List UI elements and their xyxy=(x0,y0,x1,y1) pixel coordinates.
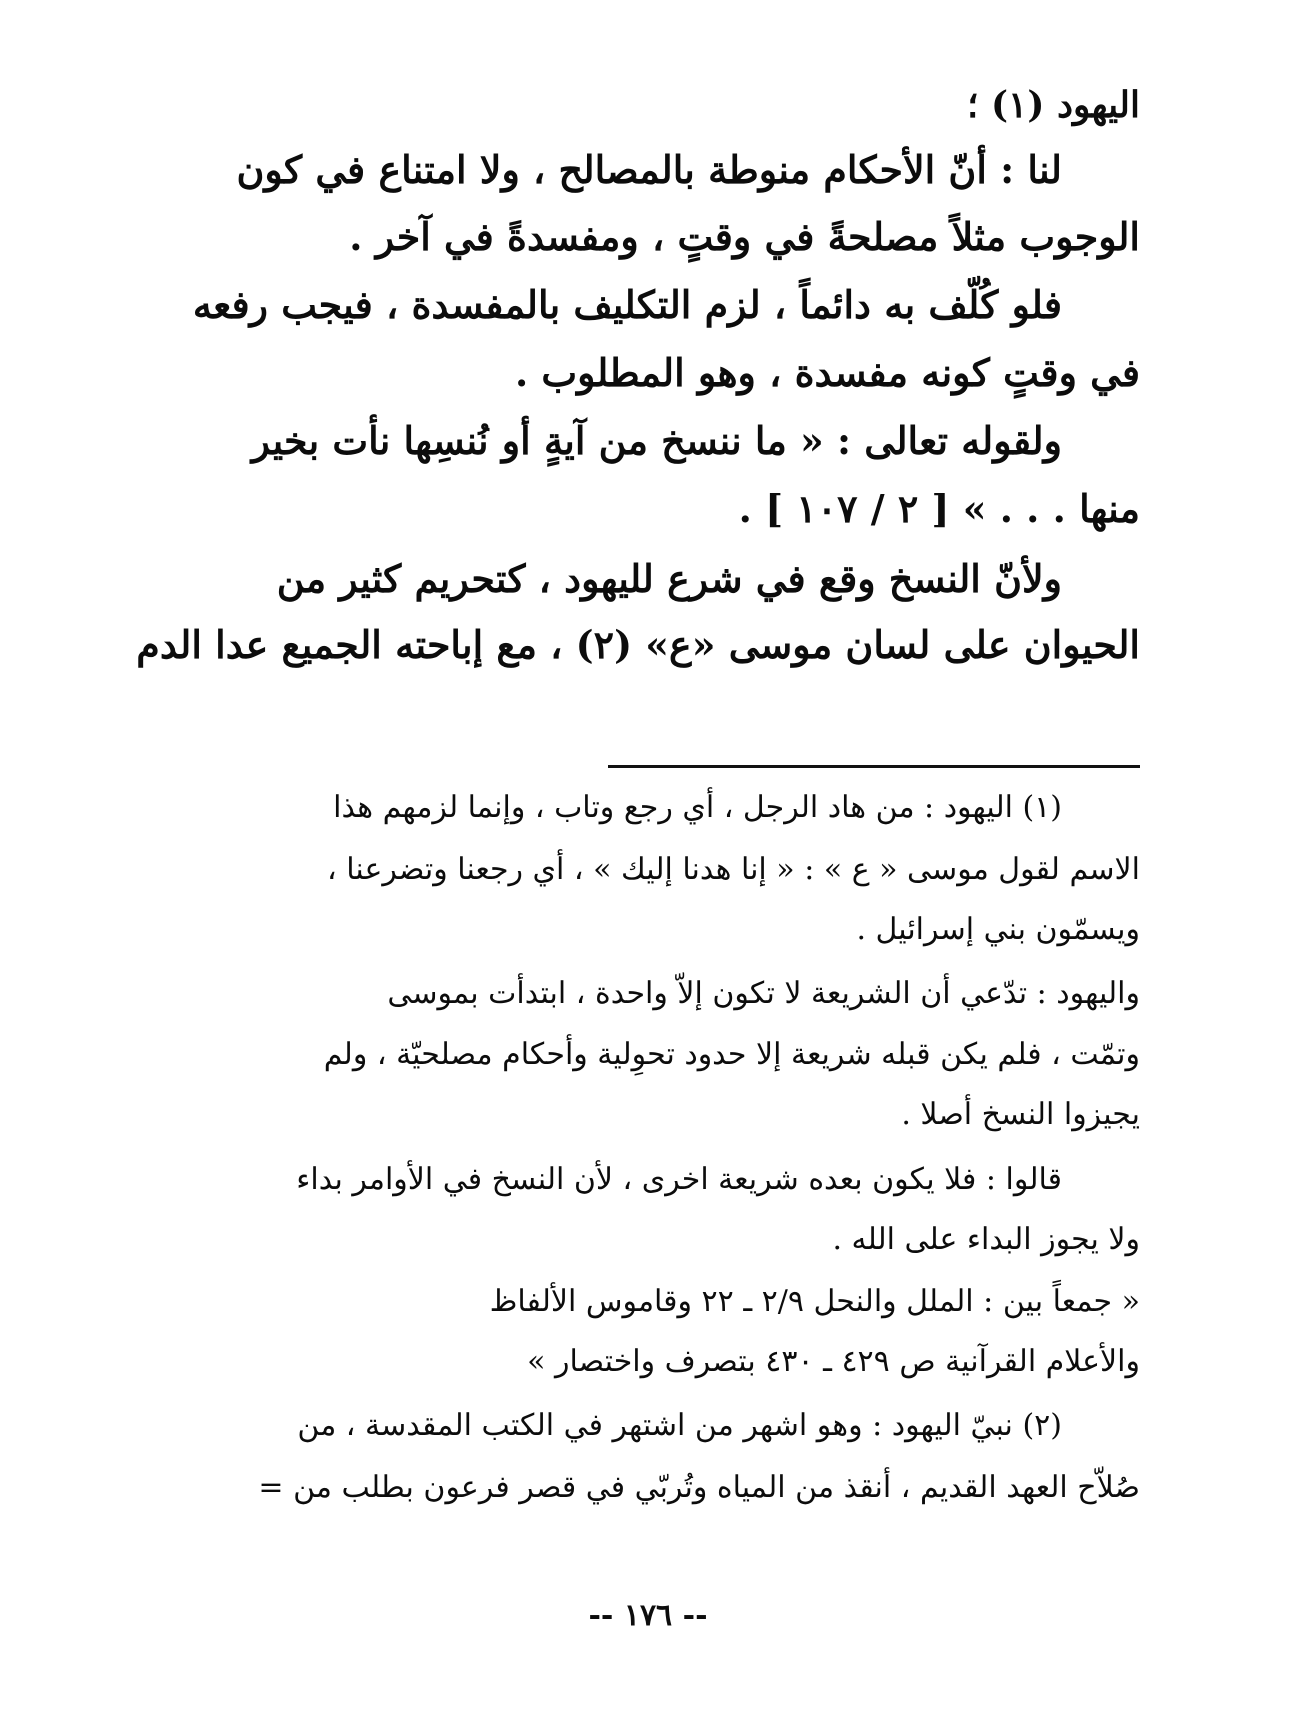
main-line: ولقوله تعالى : « ما ننسخ من آيةٍ أو نُنسِها نأت بخير xyxy=(251,418,1062,463)
footnote-line: ولا يجوز البداء على الله . xyxy=(832,1222,1140,1257)
main-line: ولأنّ النسخ وقع في شرع لليهود ، كتحريم كثير من xyxy=(276,556,1062,601)
section-heading: اليهود (١) ؛ xyxy=(967,84,1140,126)
page-body xyxy=(136,70,1140,1670)
footnote-line: الاسم لقول موسى « ع » : « إنا هدنا إليك » ، أي رجعنا وتضرعنا ، xyxy=(327,852,1140,887)
footnote-line: (٢) نبيّ اليهود : وهو اشهر من اشتهر في الكتب المقدسة ، من xyxy=(297,1408,1062,1443)
main-line: منها . . . » [ ٢ / ١٠٧ ] . xyxy=(738,486,1140,531)
page-number: -- ١٧٦ -- xyxy=(588,1598,708,1633)
main-line: لنا : أنّ الأحكام منوطة بالمصالح ، ولا امتناع في كون xyxy=(236,147,1062,192)
footnote-line: والأعلام القرآنية ص ٤٢٩ ـ ٤٣٠ بتصرف واختصار » xyxy=(527,1344,1140,1379)
main-line: الحيوان على لسان موسى «ع» (٢) ، مع إباحته الجميع عدا الدم xyxy=(136,622,1140,667)
main-line: في وقتٍ كونه مفسدة ، وهو المطلوب . xyxy=(514,350,1140,395)
main-line: فلو كُلّف به دائماً ، لزم التكليف بالمفسدة ، فيجب رفعه xyxy=(192,282,1062,327)
footnote-line: يجيزوا النسخ أصلا . xyxy=(901,1097,1140,1132)
footnote-separator xyxy=(608,765,1140,768)
footnote-line: وتمّت ، فلم يكن قبله شريعة إلا حدود تحوِلية وأحكام مصلحيّة ، ولم xyxy=(323,1037,1140,1072)
footnote-line: (١) اليهود : من هاد الرجل ، أي رجع وتاب ، وإنما لزمهم هذا xyxy=(333,790,1062,825)
main-line: الوجوب مثلاً مصلحةً في وقتٍ ، ومفسدةً في آخر . xyxy=(349,214,1140,259)
footnote-line: قالوا : فلا يكون بعده شريعة اخرى ، لأن النسخ في الأوامر بداء xyxy=(296,1162,1062,1197)
footnote-line: واليهود : تدّعي أن الشريعة لا تكون إلاّ واحدة ، ابتدأت بموسى xyxy=(387,976,1140,1011)
footnote-line: ويسمّون بني إسرائيل . xyxy=(856,912,1140,947)
footnote-line: « جمعاً بين : الملل والنحل ٢/٩ ـ ٢٢ وقاموس الألفاظ xyxy=(489,1284,1140,1319)
footnote-line: صُلاّح العهد القديم ، أنقذ من المياه وتُربّي في قصر فرعون بطلب من = xyxy=(258,1470,1140,1505)
